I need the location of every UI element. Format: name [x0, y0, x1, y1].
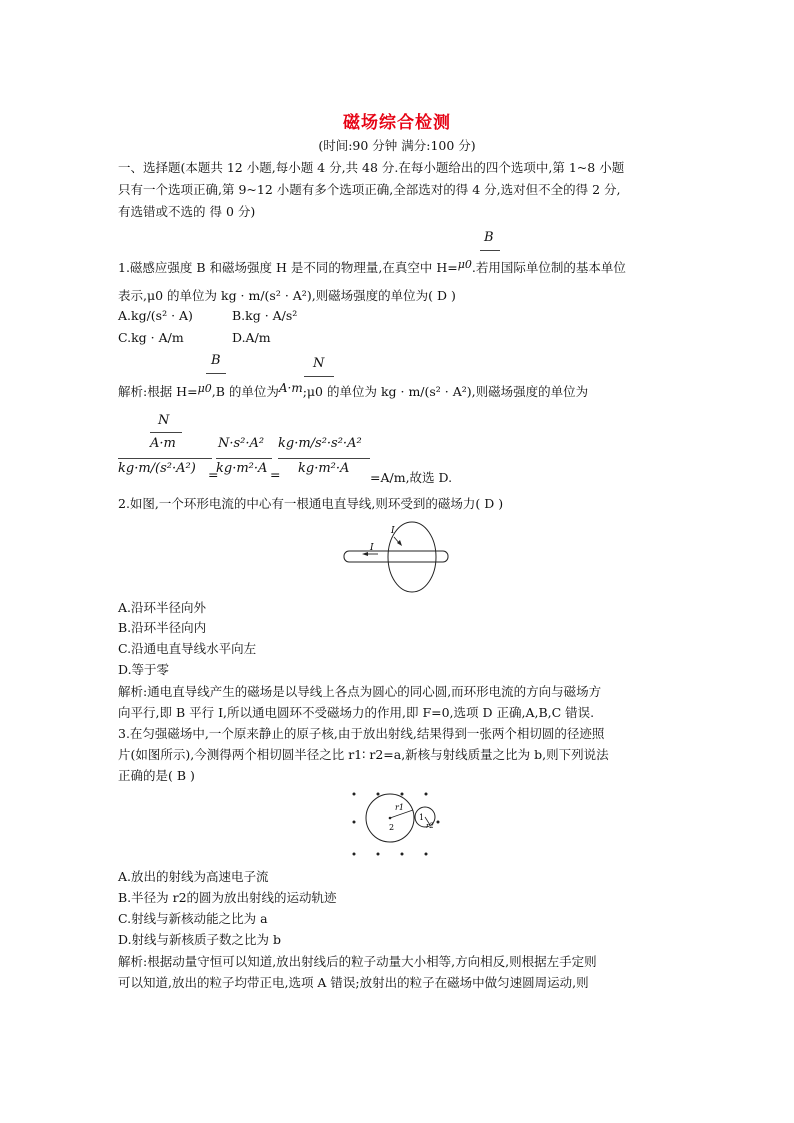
- exam-info: (时间:90 分钟 满分:100 分): [318, 138, 476, 153]
- fraction-bar: [216, 458, 272, 459]
- option-c: C.kg · A/m: [118, 330, 184, 345]
- track-label-1: 1: [419, 813, 425, 822]
- question-1-stem-line2: 表示,μ0 的单位为 kg · m/(s² · A²),则磁场强度的单位为( D ): [118, 288, 456, 303]
- fraction-bar: [206, 373, 226, 374]
- fraction-denominator: kg·m²·A: [216, 461, 268, 476]
- analysis-text: ,B 的单位为: [211, 384, 279, 399]
- question-3-stem-line: 正确的是( B ): [118, 768, 195, 783]
- question-3-stem-line: 3.在匀强磁场中,一个原来静止的原子核,由于放出射线,结果得到一张两个相切圆的径迹照: [118, 726, 605, 741]
- question-1-stem-text: 1.磁感应强度 B 和磁场强度 H 是不同的物理量,在真空中 H=: [118, 260, 458, 275]
- option-b: B.半径为 r2的圆为放出射线的运动轨迹: [118, 890, 337, 905]
- option-c: C.沿通电直导线水平向左: [118, 641, 257, 656]
- option-a: A.kg/(s² · A): [118, 308, 193, 323]
- fraction-numerator: N: [158, 413, 170, 428]
- option-b: B.沿环半径向内: [118, 620, 207, 635]
- fraction-numerator: kg·m/s²·s²·A²: [278, 436, 362, 451]
- question-3-analysis-line: 可以知道,放出的粒子均带正电,选项 A 错误;放射出的粒子在磁场中做匀速圆周运动,则: [118, 975, 589, 990]
- question-3-stem-line: 片(如图所示),今测得两个相切圆半径之比 r1∶ r2=a,新核与射线质量之比为 b,则下列说法: [118, 747, 609, 762]
- current-label-ring: I: [391, 526, 395, 536]
- option-c: C.射线与新核动能之比为 a: [118, 911, 268, 926]
- fraction-numerator: B: [484, 230, 494, 245]
- option-d: D.等于零: [118, 662, 170, 677]
- fraction-denominator: μ0: [197, 382, 212, 395]
- section-instruction-line: 只有一个选项正确,第 9~12 小题有多个选项正确,全部选对的得 4 分,选对但不全的得 2 分,: [118, 182, 621, 197]
- fraction-numerator: N·s²·A²: [218, 436, 265, 451]
- tangent-circles-figure: [346, 786, 446, 862]
- page-title: 磁场综合检测: [343, 113, 451, 133]
- fraction-bar: [278, 458, 370, 459]
- fraction-bar: [150, 432, 182, 433]
- question-2-analysis-line: 解析:通电直导线产生的磁场是以导线上各点为圆心的同心圆,而环形电流的方向与磁场方: [118, 684, 602, 699]
- analysis-text: 解析:根据 H=: [118, 384, 198, 399]
- fraction-bar: [480, 250, 500, 251]
- question-3-analysis-line: 解析:根据动量守恒可以知道,放出射线后的粒子动量大小相等,方向相反,则根据左手定则: [118, 954, 597, 969]
- question-1-analysis: [118, 381, 589, 401]
- option-a: A.沿环半径向外: [118, 600, 207, 615]
- question-1-stem: [118, 260, 626, 277]
- option-b: B.kg · A/s²: [232, 308, 298, 323]
- section-instruction-line: 有选错或不选的 得 0 分): [118, 204, 256, 219]
- track-label-2: 2: [389, 823, 395, 832]
- fraction-denominator: kg·m/(s²·A²): [118, 461, 196, 476]
- radius-label-r2: r2: [426, 822, 434, 830]
- fraction-denominator: μ0: [457, 258, 472, 271]
- option-a: A.放出的射线为高速电子流: [118, 869, 269, 884]
- ring-current-figure: [340, 520, 456, 596]
- fraction-bar: [304, 376, 334, 377]
- radius-label-r1: r1: [395, 803, 404, 812]
- analysis-conclusion: =A/m,故选 D.: [370, 470, 453, 485]
- option-d: D.射线与新核质子数之比为 b: [118, 932, 282, 947]
- fraction-numerator: A·m: [150, 436, 176, 451]
- question-2-stem: 2.如图,一个环形电流的中心有一根通电直导线,则环受到的磁场力( D ): [118, 496, 504, 511]
- section-instruction-line: 一、选择题(本题共 12 小题,每小题 4 分,共 48 分.在每小题给出的四个选项中,第 1~8 小题: [118, 160, 625, 175]
- fraction-bar: [118, 458, 212, 459]
- equals-sign: =: [208, 467, 219, 482]
- question-2-analysis-line: 向平行,即 B 平行 I,所以通电圆环不受磁场力的作用,即 F=0,选项 D 正确,A,B,C 错误.: [118, 705, 595, 720]
- fraction-numerator: N: [313, 356, 325, 371]
- fraction-numerator: B: [211, 353, 221, 368]
- fraction-denominator: A·m: [278, 381, 303, 395]
- equals-sign: =: [270, 467, 281, 482]
- fraction-denominator: kg·m²·A: [298, 461, 350, 476]
- current-label-wire: I: [370, 543, 374, 553]
- question-1-stem-text-end: .若用国际单位制的基本单位: [471, 260, 626, 275]
- option-d: D.A/m: [232, 330, 271, 345]
- analysis-text: ;μ0 的单位为 kg · m/(s² · A²),则磁场强度的单位为: [302, 384, 589, 399]
